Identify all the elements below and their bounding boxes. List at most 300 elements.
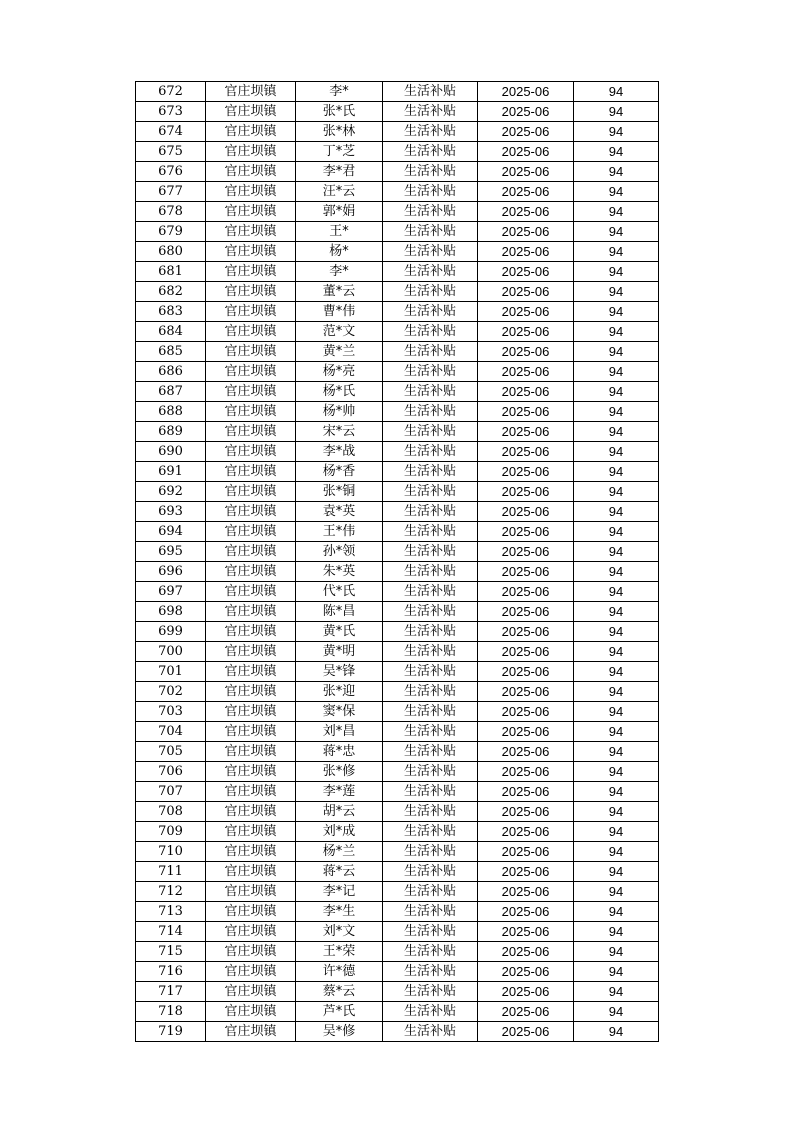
table-row (136, 502, 659, 522)
amount-cell: 94 (574, 742, 659, 762)
town-cell: 官庄坝镇 (206, 1002, 296, 1022)
town-cell: 官庄坝镇 (206, 602, 296, 622)
town-cell: 官庄坝镇 (206, 182, 296, 202)
subsidy-type-cell: 生活补贴 (383, 602, 478, 622)
row-index-cell: 689 (136, 422, 206, 442)
row-index-cell: 692 (136, 482, 206, 502)
row-index-cell: 714 (136, 922, 206, 942)
row-index-cell: 702 (136, 682, 206, 702)
table-row (136, 362, 659, 382)
town-cell: 官庄坝镇 (206, 282, 296, 302)
month-cell: 2025-06 (478, 962, 574, 982)
town-cell: 官庄坝镇 (206, 502, 296, 522)
town-cell: 官庄坝镇 (206, 582, 296, 602)
town-cell: 官庄坝镇 (206, 482, 296, 502)
row-index-cell: 688 (136, 402, 206, 422)
subsidy-type-cell: 生活补贴 (383, 962, 478, 982)
table-row (136, 662, 659, 682)
amount-cell: 94 (574, 362, 659, 382)
table-row (136, 782, 659, 802)
table-row (136, 422, 659, 442)
row-index-cell: 682 (136, 282, 206, 302)
subsidy-type-cell: 生活补贴 (383, 982, 478, 1002)
month-cell: 2025-06 (478, 482, 574, 502)
name-cell: 许*德 (296, 962, 383, 982)
subsidy-type-cell: 生活补贴 (383, 742, 478, 762)
subsidy-type-cell: 生活补贴 (383, 782, 478, 802)
subsidy-type-cell: 生活补贴 (383, 282, 478, 302)
name-cell: 窦*保 (296, 702, 383, 722)
row-index-cell: 687 (136, 382, 206, 402)
subsidy-type-cell: 生活补贴 (383, 902, 478, 922)
subsidy-type-cell: 生活补贴 (383, 82, 478, 102)
table-row (136, 122, 659, 142)
row-index-cell: 717 (136, 982, 206, 1002)
town-cell: 官庄坝镇 (206, 322, 296, 342)
month-cell: 2025-06 (478, 422, 574, 442)
table-row (136, 322, 659, 342)
name-cell: 李*君 (296, 162, 383, 182)
town-cell: 官庄坝镇 (206, 762, 296, 782)
name-cell: 刘*昌 (296, 722, 383, 742)
table-row (136, 702, 659, 722)
row-index-cell: 695 (136, 542, 206, 562)
row-index-cell: 713 (136, 902, 206, 922)
name-cell: 杨*帅 (296, 402, 383, 422)
table-row (136, 382, 659, 402)
amount-cell: 94 (574, 1022, 659, 1042)
amount-cell: 94 (574, 922, 659, 942)
town-cell: 官庄坝镇 (206, 822, 296, 842)
town-cell: 官庄坝镇 (206, 642, 296, 662)
amount-cell: 94 (574, 382, 659, 402)
month-cell: 2025-06 (478, 462, 574, 482)
subsidy-type-cell: 生活补贴 (383, 722, 478, 742)
month-cell: 2025-06 (478, 182, 574, 202)
amount-cell: 94 (574, 302, 659, 322)
name-cell: 汪*云 (296, 182, 383, 202)
subsidy-type-cell: 生活补贴 (383, 462, 478, 482)
amount-cell: 94 (574, 542, 659, 562)
table-row (136, 862, 659, 882)
town-cell: 官庄坝镇 (206, 782, 296, 802)
town-cell: 官庄坝镇 (206, 362, 296, 382)
subsidy-type-cell: 生活补贴 (383, 542, 478, 562)
amount-cell: 94 (574, 242, 659, 262)
table-row (136, 622, 659, 642)
subsidy-type-cell: 生活补贴 (383, 842, 478, 862)
name-cell: 朱*英 (296, 562, 383, 582)
row-index-cell: 710 (136, 842, 206, 862)
name-cell: 李*记 (296, 882, 383, 902)
month-cell: 2025-06 (478, 362, 574, 382)
table-row (136, 682, 659, 702)
table-row (136, 342, 659, 362)
name-cell: 张*氏 (296, 102, 383, 122)
month-cell: 2025-06 (478, 922, 574, 942)
subsidy-type-cell: 生活补贴 (383, 342, 478, 362)
subsidy-type-cell: 生活补贴 (383, 102, 478, 122)
table-row (136, 242, 659, 262)
row-index-cell: 690 (136, 442, 206, 462)
town-cell: 官庄坝镇 (206, 442, 296, 462)
month-cell: 2025-06 (478, 222, 574, 242)
row-index-cell: 679 (136, 222, 206, 242)
month-cell: 2025-06 (478, 822, 574, 842)
row-index-cell: 683 (136, 302, 206, 322)
row-index-cell: 716 (136, 962, 206, 982)
row-index-cell: 674 (136, 122, 206, 142)
row-index-cell: 704 (136, 722, 206, 742)
subsidy-type-cell: 生活补贴 (383, 802, 478, 822)
name-cell: 李*莲 (296, 782, 383, 802)
row-index-cell: 701 (136, 662, 206, 682)
month-cell: 2025-06 (478, 262, 574, 282)
row-index-cell: 677 (136, 182, 206, 202)
subsidy-type-cell: 生活补贴 (383, 922, 478, 942)
amount-cell: 94 (574, 182, 659, 202)
row-index-cell: 694 (136, 522, 206, 542)
table-row (136, 982, 659, 1002)
amount-cell: 94 (574, 642, 659, 662)
name-cell: 陈*昌 (296, 602, 383, 622)
town-cell: 官庄坝镇 (206, 942, 296, 962)
name-cell: 芦*氏 (296, 1002, 383, 1022)
name-cell: 杨* (296, 242, 383, 262)
month-cell: 2025-06 (478, 942, 574, 962)
month-cell: 2025-06 (478, 122, 574, 142)
subsidy-type-cell: 生活补贴 (383, 762, 478, 782)
town-cell: 官庄坝镇 (206, 262, 296, 282)
name-cell: 杨*亮 (296, 362, 383, 382)
town-cell: 官庄坝镇 (206, 342, 296, 362)
name-cell: 王*伟 (296, 522, 383, 542)
month-cell: 2025-06 (478, 562, 574, 582)
subsidy-type-cell: 生活补贴 (383, 862, 478, 882)
table-row (136, 202, 659, 222)
name-cell: 李*战 (296, 442, 383, 462)
amount-cell: 94 (574, 482, 659, 502)
name-cell: 张*铜 (296, 482, 383, 502)
month-cell: 2025-06 (478, 762, 574, 782)
table-row (136, 762, 659, 782)
subsidy-type-cell: 生活补贴 (383, 362, 478, 382)
amount-cell: 94 (574, 682, 659, 702)
town-cell: 官庄坝镇 (206, 562, 296, 582)
subsidy-type-cell: 生活补贴 (383, 562, 478, 582)
town-cell: 官庄坝镇 (206, 842, 296, 862)
month-cell: 2025-06 (478, 882, 574, 902)
table-row (136, 542, 659, 562)
row-index-cell: 676 (136, 162, 206, 182)
subsidy-type-cell: 生活补贴 (383, 502, 478, 522)
row-index-cell: 708 (136, 802, 206, 822)
amount-cell: 94 (574, 822, 659, 842)
row-index-cell: 681 (136, 262, 206, 282)
name-cell: 黄*兰 (296, 342, 383, 362)
month-cell: 2025-06 (478, 842, 574, 862)
month-cell: 2025-06 (478, 202, 574, 222)
amount-cell: 94 (574, 962, 659, 982)
row-index-cell: 691 (136, 462, 206, 482)
table-body (136, 82, 659, 1042)
month-cell: 2025-06 (478, 162, 574, 182)
amount-cell: 94 (574, 402, 659, 422)
month-cell: 2025-06 (478, 342, 574, 362)
table-row (136, 882, 659, 902)
town-cell: 官庄坝镇 (206, 382, 296, 402)
name-cell: 蒋*云 (296, 862, 383, 882)
table-row (136, 1002, 659, 1022)
town-cell: 官庄坝镇 (206, 802, 296, 822)
name-cell: 李* (296, 82, 383, 102)
subsidy-type-cell: 生活补贴 (383, 222, 478, 242)
subsidy-type-cell: 生活补贴 (383, 482, 478, 502)
amount-cell: 94 (574, 342, 659, 362)
subsidy-type-cell: 生活补贴 (383, 582, 478, 602)
amount-cell: 94 (574, 422, 659, 442)
name-cell: 吴*修 (296, 1022, 383, 1042)
subsidy-type-cell: 生活补贴 (383, 242, 478, 262)
subsidy-type-cell: 生活补贴 (383, 182, 478, 202)
amount-cell: 94 (574, 982, 659, 1002)
table-row (136, 802, 659, 822)
row-index-cell: 697 (136, 582, 206, 602)
amount-cell: 94 (574, 142, 659, 162)
table-row (136, 282, 659, 302)
town-cell: 官庄坝镇 (206, 162, 296, 182)
month-cell: 2025-06 (478, 442, 574, 462)
row-index-cell: 719 (136, 1022, 206, 1042)
town-cell: 官庄坝镇 (206, 722, 296, 742)
name-cell: 刘*成 (296, 822, 383, 842)
row-index-cell: 715 (136, 942, 206, 962)
month-cell: 2025-06 (478, 862, 574, 882)
town-cell: 官庄坝镇 (206, 882, 296, 902)
subsidy-type-cell: 生活补贴 (383, 942, 478, 962)
subsidy-type-cell: 生活补贴 (383, 122, 478, 142)
month-cell: 2025-06 (478, 402, 574, 422)
month-cell: 2025-06 (478, 282, 574, 302)
town-cell: 官庄坝镇 (206, 682, 296, 702)
name-cell: 董*云 (296, 282, 383, 302)
month-cell: 2025-06 (478, 782, 574, 802)
subsidy-type-cell: 生活补贴 (383, 1002, 478, 1022)
month-cell: 2025-06 (478, 502, 574, 522)
table-row (136, 82, 659, 102)
month-cell: 2025-06 (478, 602, 574, 622)
row-index-cell: 686 (136, 362, 206, 382)
name-cell: 杨*氏 (296, 382, 383, 402)
row-index-cell: 678 (136, 202, 206, 222)
town-cell: 官庄坝镇 (206, 622, 296, 642)
month-cell: 2025-06 (478, 1002, 574, 1022)
amount-cell: 94 (574, 82, 659, 102)
row-index-cell: 699 (136, 622, 206, 642)
subsidy-type-cell: 生活补贴 (383, 162, 478, 182)
town-cell: 官庄坝镇 (206, 142, 296, 162)
name-cell: 蒋*忠 (296, 742, 383, 762)
table-row (136, 182, 659, 202)
town-cell: 官庄坝镇 (206, 542, 296, 562)
row-index-cell: 711 (136, 862, 206, 882)
name-cell: 宋*云 (296, 422, 383, 442)
town-cell: 官庄坝镇 (206, 982, 296, 1002)
name-cell: 李* (296, 262, 383, 282)
table-row (136, 162, 659, 182)
name-cell: 李*生 (296, 902, 383, 922)
table-row (136, 922, 659, 942)
table-row (136, 722, 659, 742)
table-row (136, 442, 659, 462)
amount-cell: 94 (574, 582, 659, 602)
subsidy-type-cell: 生活补贴 (383, 642, 478, 662)
subsidy-type-cell: 生活补贴 (383, 302, 478, 322)
table-row (136, 222, 659, 242)
amount-cell: 94 (574, 202, 659, 222)
table-row (136, 402, 659, 422)
row-index-cell: 675 (136, 142, 206, 162)
town-cell: 官庄坝镇 (206, 222, 296, 242)
amount-cell: 94 (574, 442, 659, 462)
town-cell: 官庄坝镇 (206, 122, 296, 142)
month-cell: 2025-06 (478, 522, 574, 542)
amount-cell: 94 (574, 122, 659, 142)
town-cell: 官庄坝镇 (206, 702, 296, 722)
amount-cell: 94 (574, 862, 659, 882)
month-cell: 2025-06 (478, 662, 574, 682)
town-cell: 官庄坝镇 (206, 742, 296, 762)
row-index-cell: 696 (136, 562, 206, 582)
row-index-cell: 672 (136, 82, 206, 102)
amount-cell: 94 (574, 162, 659, 182)
month-cell: 2025-06 (478, 242, 574, 262)
table-row (136, 462, 659, 482)
subsidy-type-cell: 生活补贴 (383, 682, 478, 702)
row-index-cell: 718 (136, 1002, 206, 1022)
name-cell: 黄*氏 (296, 622, 383, 642)
town-cell: 官庄坝镇 (206, 102, 296, 122)
amount-cell: 94 (574, 722, 659, 742)
town-cell: 官庄坝镇 (206, 662, 296, 682)
subsidy-roster-table (135, 81, 659, 1042)
month-cell: 2025-06 (478, 302, 574, 322)
amount-cell: 94 (574, 902, 659, 922)
name-cell: 丁*芝 (296, 142, 383, 162)
amount-cell: 94 (574, 702, 659, 722)
amount-cell: 94 (574, 802, 659, 822)
table-row (136, 842, 659, 862)
town-cell: 官庄坝镇 (206, 82, 296, 102)
name-cell: 袁*英 (296, 502, 383, 522)
name-cell: 王* (296, 222, 383, 242)
amount-cell: 94 (574, 322, 659, 342)
name-cell: 胡*云 (296, 802, 383, 822)
town-cell: 官庄坝镇 (206, 422, 296, 442)
amount-cell: 94 (574, 262, 659, 282)
month-cell: 2025-06 (478, 702, 574, 722)
subsidy-type-cell: 生活补贴 (383, 522, 478, 542)
name-cell: 吴*锋 (296, 662, 383, 682)
row-index-cell: 707 (136, 782, 206, 802)
subsidy-type-cell: 生活补贴 (383, 662, 478, 682)
amount-cell: 94 (574, 662, 659, 682)
month-cell: 2025-06 (478, 102, 574, 122)
month-cell: 2025-06 (478, 722, 574, 742)
town-cell: 官庄坝镇 (206, 302, 296, 322)
row-index-cell: 709 (136, 822, 206, 842)
subsidy-type-cell: 生活补贴 (383, 402, 478, 422)
name-cell: 范*文 (296, 322, 383, 342)
row-index-cell: 700 (136, 642, 206, 662)
month-cell: 2025-06 (478, 742, 574, 762)
amount-cell: 94 (574, 842, 659, 862)
name-cell: 王*荣 (296, 942, 383, 962)
month-cell: 2025-06 (478, 142, 574, 162)
name-cell: 张*修 (296, 762, 383, 782)
month-cell: 2025-06 (478, 1022, 574, 1042)
amount-cell: 94 (574, 942, 659, 962)
row-index-cell: 673 (136, 102, 206, 122)
row-index-cell: 712 (136, 882, 206, 902)
table-row (136, 602, 659, 622)
town-cell: 官庄坝镇 (206, 922, 296, 942)
town-cell: 官庄坝镇 (206, 962, 296, 982)
table-row (136, 522, 659, 542)
town-cell: 官庄坝镇 (206, 862, 296, 882)
name-cell: 郭*娟 (296, 202, 383, 222)
name-cell: 黄*明 (296, 642, 383, 662)
name-cell: 代*氏 (296, 582, 383, 602)
amount-cell: 94 (574, 522, 659, 542)
subsidy-type-cell: 生活补贴 (383, 322, 478, 342)
amount-cell: 94 (574, 462, 659, 482)
subsidy-type-cell: 生活补贴 (383, 702, 478, 722)
table-row (136, 142, 659, 162)
month-cell: 2025-06 (478, 542, 574, 562)
row-index-cell: 705 (136, 742, 206, 762)
table-row (136, 302, 659, 322)
month-cell: 2025-06 (478, 682, 574, 702)
row-index-cell: 698 (136, 602, 206, 622)
subsidy-type-cell: 生活补贴 (383, 142, 478, 162)
month-cell: 2025-06 (478, 982, 574, 1002)
row-index-cell: 684 (136, 322, 206, 342)
month-cell: 2025-06 (478, 622, 574, 642)
name-cell: 曹*伟 (296, 302, 383, 322)
town-cell: 官庄坝镇 (206, 462, 296, 482)
table-row (136, 642, 659, 662)
subsidy-type-cell: 生活补贴 (383, 382, 478, 402)
amount-cell: 94 (574, 762, 659, 782)
amount-cell: 94 (574, 882, 659, 902)
table-row (136, 942, 659, 962)
table-row (136, 822, 659, 842)
row-index-cell: 693 (136, 502, 206, 522)
subsidy-type-cell: 生活补贴 (383, 1022, 478, 1042)
table-row (136, 1022, 659, 1042)
name-cell: 杨*香 (296, 462, 383, 482)
amount-cell: 94 (574, 222, 659, 242)
amount-cell: 94 (574, 602, 659, 622)
subsidy-type-cell: 生活补贴 (383, 442, 478, 462)
table-row (136, 562, 659, 582)
town-cell: 官庄坝镇 (206, 402, 296, 422)
month-cell: 2025-06 (478, 582, 574, 602)
row-index-cell: 680 (136, 242, 206, 262)
amount-cell: 94 (574, 102, 659, 122)
row-index-cell: 685 (136, 342, 206, 362)
